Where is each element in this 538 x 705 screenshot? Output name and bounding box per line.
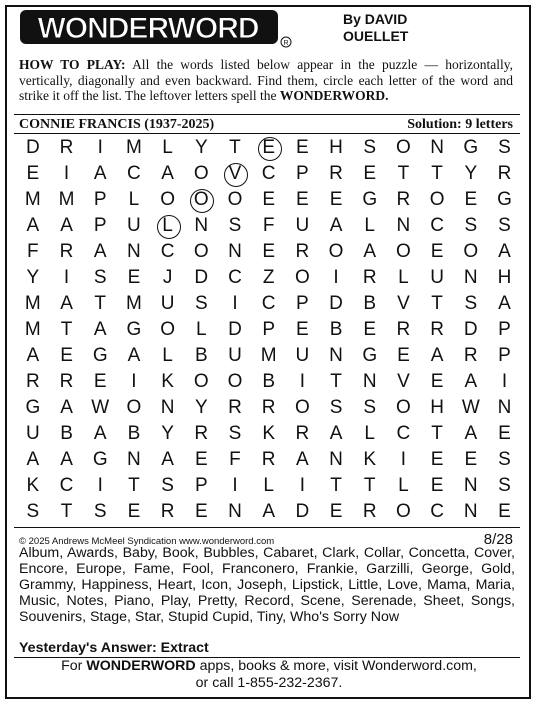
- promo-brand: WONDERWORD: [86, 658, 196, 674]
- grid-letter[interactable]: S: [498, 475, 511, 496]
- grid-letter[interactable]: E: [252, 137, 286, 159]
- grid-letter[interactable]: L: [195, 319, 207, 340]
- grid-letter[interactable]: R: [160, 501, 175, 522]
- grid-letter[interactable]: E: [498, 501, 511, 522]
- grid-letter[interactable]: C: [261, 163, 276, 184]
- grid-letter[interactable]: G: [126, 319, 142, 340]
- grid-letter[interactable]: I: [232, 293, 238, 314]
- how-to-play-body: All the words listed below appear in the puzzle — horizontally, vertically, diagonally and even backward. Find them, circle each letter of the word and strike it off the list. The leftover letters spell the: [19, 57, 513, 103]
- grid-letter[interactable]: L: [398, 475, 409, 496]
- grid-letter[interactable]: I: [299, 371, 305, 392]
- grid-letter[interactable]: Y: [26, 267, 40, 288]
- grid-letter[interactable]: L: [151, 215, 185, 237]
- grid-letter[interactable]: C: [430, 215, 444, 236]
- grid-letter[interactable]: P: [93, 215, 107, 236]
- grid-letter[interactable]: R: [396, 319, 411, 340]
- grid-letter[interactable]: C: [160, 241, 175, 262]
- grid-letter[interactable]: O: [184, 189, 218, 211]
- grid-row: [16, 135, 522, 161]
- grid-letter[interactable]: E: [329, 189, 343, 210]
- grid-letter[interactable]: A: [60, 397, 73, 418]
- grid-letter[interactable]: R: [329, 163, 343, 184]
- yesterdays-answer: Yesterday's Answer: Extract: [19, 640, 209, 656]
- grid-letter[interactable]: I: [501, 371, 508, 392]
- grid-letter[interactable]: E: [262, 241, 275, 262]
- byline: [343, 11, 408, 45]
- grid-letter[interactable]: R: [261, 449, 276, 470]
- grid-letter[interactable]: P: [262, 319, 275, 340]
- grid-letter[interactable]: O: [227, 189, 243, 210]
- grid-letter[interactable]: G: [92, 449, 108, 470]
- solution-length: Solution: 9 letters: [407, 117, 513, 132]
- grid-letter[interactable]: I: [299, 475, 305, 496]
- grid-letter[interactable]: V: [397, 371, 410, 392]
- grid-letter[interactable]: N: [329, 449, 343, 470]
- grid-letter[interactable]: I: [400, 449, 407, 470]
- grid-letter[interactable]: B: [262, 371, 275, 392]
- grid-letter[interactable]: B: [60, 423, 73, 444]
- grid-letter[interactable]: L: [364, 215, 375, 236]
- grid-letter[interactable]: O: [294, 267, 310, 288]
- grid-letter[interactable]: H: [430, 397, 444, 418]
- puzzle-theme: CONNIE FRANCIS (1937-2025): [19, 117, 215, 132]
- promo-phone: or call 1-855-232-2367.: [195, 675, 343, 691]
- word-list: Album, Awards, Baby, Book, Bubbles, Cabaret, Clark, Collar, Concetta, Cover, Encore, Europe, Fame, Fool, Franconero, Frankie, Garzilli, George, Gold, Grammy, Happiness, Heart, Icon, Joseph, Lipstick, Little, Love, Mama, Maria, Music, Notes, Piano, Play, Pretty, Record, Scene, Serenade, Sheet, Songs, Souvenirs, Stage, Star, Stupid Cupid, Tiny, Who's Sorry Now: [19, 545, 515, 625]
- grid-letter[interactable]: A: [464, 371, 478, 392]
- grid-letter[interactable]: A: [26, 345, 40, 366]
- grid-letter[interactable]: N: [127, 241, 141, 262]
- grid-letter[interactable]: H: [329, 137, 343, 158]
- grid-letter[interactable]: A: [498, 293, 511, 314]
- grid-letter[interactable]: R: [194, 423, 209, 444]
- grid-letter[interactable]: P: [296, 293, 309, 314]
- grid-letter[interactable]: N: [160, 397, 175, 418]
- how-to-play: [19, 57, 513, 104]
- grid-letter[interactable]: T: [94, 293, 107, 314]
- grid-letter[interactable]: C: [127, 163, 141, 184]
- grid-letter[interactable]: P: [296, 163, 309, 184]
- grid-letter[interactable]: K: [26, 475, 40, 496]
- grid-letter[interactable]: C: [261, 293, 276, 314]
- grid-letter[interactable]: D: [194, 267, 209, 288]
- grid-letter[interactable]: O: [396, 241, 411, 262]
- grid-letter[interactable]: A: [329, 423, 343, 444]
- grid-letter[interactable]: T: [431, 293, 443, 314]
- grid-letter[interactable]: A: [262, 501, 275, 522]
- grid-letter[interactable]: R: [228, 397, 242, 418]
- grid-letter[interactable]: O: [193, 163, 209, 184]
- grid-row: [16, 369, 522, 395]
- grid-letter[interactable]: R: [59, 241, 74, 262]
- grid-letter[interactable]: T: [363, 475, 376, 496]
- svg-text:R: R: [283, 40, 289, 47]
- grid-letter[interactable]: R: [463, 345, 478, 366]
- grid-letter[interactable]: O: [227, 371, 243, 392]
- grid-letter[interactable]: E: [498, 423, 511, 444]
- grid-letter[interactable]: L: [263, 475, 274, 496]
- grid-letter[interactable]: O: [396, 397, 411, 418]
- divider: [14, 133, 520, 134]
- grid-letter[interactable]: E: [296, 319, 309, 340]
- grid-letter[interactable]: E: [363, 319, 377, 340]
- grid-letter[interactable]: G: [497, 189, 512, 210]
- letter-grid[interactable]: [16, 135, 522, 525]
- grid-letter[interactable]: L: [364, 423, 375, 444]
- grid-letter[interactable]: P: [194, 475, 208, 496]
- grid-letter[interactable]: S: [498, 449, 511, 470]
- grid-letter[interactable]: E: [26, 163, 40, 184]
- grid-letter[interactable]: M: [24, 319, 41, 340]
- grid-letter[interactable]: I: [131, 371, 137, 392]
- grid-letter[interactable]: B: [329, 319, 343, 340]
- grid-letter[interactable]: N: [430, 137, 444, 158]
- grid-letter[interactable]: E: [93, 371, 107, 392]
- grid-letter[interactable]: C: [228, 267, 242, 288]
- grid-letter[interactable]: U: [295, 345, 310, 366]
- grid-letter[interactable]: U: [295, 215, 310, 236]
- grid-letter[interactable]: F: [27, 241, 39, 262]
- grid-letter[interactable]: I: [232, 475, 238, 496]
- grid-letter[interactable]: G: [25, 397, 41, 418]
- grid-letter[interactable]: T: [431, 423, 443, 444]
- grid-letter[interactable]: C: [59, 475, 74, 496]
- grid-letter[interactable]: T: [60, 319, 73, 340]
- grid-letter[interactable]: B: [363, 293, 377, 314]
- grid-letter[interactable]: N: [463, 501, 478, 522]
- grid-letter[interactable]: A: [60, 449, 73, 470]
- grid-letter[interactable]: R: [362, 501, 377, 522]
- grid-letter[interactable]: I: [63, 267, 70, 288]
- grid-letter[interactable]: O: [294, 397, 310, 418]
- grid-letter[interactable]: U: [25, 423, 40, 444]
- grid-letter[interactable]: K: [161, 371, 174, 392]
- grid-letter[interactable]: N: [362, 371, 377, 392]
- grid-letter[interactable]: D: [463, 319, 478, 340]
- grid-letter[interactable]: E: [262, 189, 275, 210]
- grid-letter[interactable]: S: [329, 397, 343, 418]
- grid-row: [16, 499, 522, 525]
- grid-letter[interactable]: U: [430, 267, 444, 288]
- grid-letter[interactable]: S: [194, 293, 208, 314]
- grid-letter[interactable]: I: [97, 475, 103, 496]
- grid-letter[interactable]: R: [261, 397, 276, 418]
- byline-line-1: By DAVID: [343, 11, 408, 27]
- grid-letter[interactable]: S: [228, 215, 242, 236]
- grid-letter[interactable]: M: [260, 345, 277, 366]
- grid-letter[interactable]: M: [125, 137, 142, 158]
- grid-letter[interactable]: A: [127, 345, 141, 366]
- grid-letter[interactable]: R: [295, 241, 310, 262]
- grid-letter[interactable]: N: [463, 475, 478, 496]
- grid-letter[interactable]: B: [194, 345, 208, 366]
- grid-letter[interactable]: G: [463, 137, 479, 158]
- grid-letter[interactable]: N: [463, 267, 478, 288]
- grid-letter[interactable]: M: [24, 293, 41, 314]
- grid-letter[interactable]: E: [127, 267, 141, 288]
- grid-letter[interactable]: I: [63, 163, 70, 184]
- grid-letter[interactable]: E: [397, 345, 410, 366]
- grid-letter[interactable]: O: [429, 189, 445, 210]
- grid-letter[interactable]: L: [398, 267, 409, 288]
- grid-letter[interactable]: R: [497, 163, 512, 184]
- grid-letter[interactable]: O: [328, 241, 344, 262]
- grid-row: [16, 395, 522, 421]
- grid-letter[interactable]: N: [329, 345, 343, 366]
- grid-letter[interactable]: S: [363, 397, 377, 418]
- grid-letter[interactable]: T: [128, 475, 140, 496]
- grid-letter[interactable]: E: [296, 137, 309, 158]
- grid-letter[interactable]: Y: [161, 423, 174, 444]
- grid-letter[interactable]: L: [162, 345, 173, 366]
- grid-letter[interactable]: I: [97, 137, 103, 158]
- grid-letter[interactable]: A: [26, 449, 40, 470]
- grid-letter[interactable]: A: [464, 423, 478, 444]
- grid-row: [16, 421, 522, 447]
- grid-letter[interactable]: M: [125, 293, 142, 314]
- grid-letter[interactable]: E: [430, 475, 444, 496]
- grid-letter[interactable]: D: [25, 137, 40, 158]
- grid-letter[interactable]: S: [464, 215, 478, 236]
- grid-letter[interactable]: S: [464, 293, 478, 314]
- grid-letter[interactable]: R: [295, 423, 310, 444]
- grid-letter[interactable]: R: [430, 319, 444, 340]
- grid-letter[interactable]: O: [126, 397, 142, 418]
- grid-letter[interactable]: E: [430, 449, 444, 470]
- grid-letter[interactable]: S: [93, 267, 107, 288]
- grid-letter[interactable]: D: [228, 319, 242, 340]
- grid-letter[interactable]: E: [194, 501, 208, 522]
- grid-row: [16, 447, 522, 473]
- grid-letter[interactable]: B: [127, 423, 141, 444]
- grid-letter[interactable]: Y: [194, 397, 208, 418]
- grid-letter[interactable]: C: [430, 501, 444, 522]
- copyright: © 2025 Andrews McMeel Syndication www.wonderword.com: [19, 536, 275, 547]
- grid-letter[interactable]: Z: [262, 267, 275, 288]
- grid-letter[interactable]: V: [397, 293, 410, 314]
- grid-letter[interactable]: E: [363, 163, 377, 184]
- grid-row: [16, 187, 522, 213]
- grid-letter[interactable]: T: [330, 475, 342, 496]
- grid-letter[interactable]: R: [25, 371, 40, 392]
- grid-letter[interactable]: A: [26, 215, 40, 236]
- grid-letter[interactable]: G: [362, 345, 378, 366]
- grid-letter[interactable]: D: [329, 293, 343, 314]
- grid-letter[interactable]: S: [228, 423, 242, 444]
- grid-letter[interactable]: A: [161, 163, 174, 184]
- grid-row: [16, 161, 522, 187]
- grid-letter[interactable]: H: [497, 267, 512, 288]
- grid-row: [16, 317, 522, 343]
- grid-letter[interactable]: A: [329, 215, 343, 236]
- grid-letter[interactable]: G: [362, 189, 378, 210]
- grid-letter[interactable]: T: [330, 371, 342, 392]
- grid-letter[interactable]: K: [363, 449, 377, 470]
- grid-letter[interactable]: P: [498, 319, 511, 340]
- grid-row: [16, 291, 522, 317]
- divider: [14, 114, 520, 115]
- grid-letter[interactable]: A: [93, 423, 107, 444]
- grid-letter[interactable]: E: [296, 189, 309, 210]
- grid-letter[interactable]: T: [229, 137, 241, 158]
- promo: For WONDERWORD apps, books & more, visit Wonderword.com, or call 1-855-232-2367.: [14, 658, 524, 692]
- grid-letter[interactable]: U: [160, 293, 175, 314]
- grid-letter[interactable]: E: [60, 345, 73, 366]
- grid-letter[interactable]: A: [93, 163, 107, 184]
- grid-letter[interactable]: S: [498, 137, 511, 158]
- grid-letter[interactable]: F: [229, 449, 241, 470]
- grid-letter[interactable]: S: [26, 501, 40, 522]
- grid-letter[interactable]: N: [497, 397, 512, 418]
- grid-letter[interactable]: E: [194, 449, 208, 470]
- grid-letter[interactable]: M: [58, 189, 75, 210]
- grid-letter[interactable]: U: [127, 215, 141, 236]
- grid-letter[interactable]: C: [396, 423, 411, 444]
- grid-letter[interactable]: E: [464, 449, 478, 470]
- how-to-play-title: HOW TO PLAY:: [19, 57, 126, 72]
- grid-letter[interactable]: E: [464, 189, 478, 210]
- grid-letter[interactable]: R: [396, 189, 411, 210]
- grid-letter[interactable]: S: [161, 475, 174, 496]
- grid-letter[interactable]: A: [430, 345, 444, 366]
- grid-letter[interactable]: T: [60, 501, 73, 522]
- grid-letter[interactable]: P: [93, 189, 107, 210]
- grid-letter[interactable]: N: [127, 449, 141, 470]
- grid-letter[interactable]: M: [24, 189, 41, 210]
- grid-row: [16, 213, 522, 239]
- grid-letter[interactable]: T: [431, 163, 443, 184]
- grid-letter[interactable]: W: [461, 397, 480, 418]
- grid-letter[interactable]: O: [396, 501, 411, 522]
- grid-letter[interactable]: S: [498, 215, 511, 236]
- grid-letter[interactable]: A: [60, 293, 73, 314]
- grid-row: [16, 473, 522, 499]
- how-to-play-keyword: WONDERWORD.: [279, 88, 389, 103]
- grid-letter[interactable]: I: [333, 267, 339, 288]
- puzzle-subhead: [19, 117, 513, 133]
- grid-letter[interactable]: E: [430, 241, 444, 262]
- grid-letter[interactable]: A: [93, 241, 107, 262]
- grid-letter[interactable]: A: [93, 319, 107, 340]
- grid-letter[interactable]: R: [59, 137, 74, 158]
- grid-letter[interactable]: P: [498, 345, 511, 366]
- grid-letter[interactable]: E: [127, 501, 141, 522]
- grid-letter[interactable]: R: [59, 371, 74, 392]
- grid-letter[interactable]: O: [193, 241, 209, 262]
- grid-letter[interactable]: N: [396, 215, 411, 236]
- grid-letter[interactable]: O: [160, 189, 175, 210]
- grid-letter[interactable]: S: [93, 501, 107, 522]
- grid-letter[interactable]: N: [228, 501, 242, 522]
- grid-letter[interactable]: N: [194, 215, 209, 236]
- grid-row: [16, 239, 522, 265]
- grid-letter[interactable]: O: [160, 319, 175, 340]
- grid-letter[interactable]: R: [362, 267, 377, 288]
- grid-letter[interactable]: J: [162, 267, 173, 288]
- grid-letter[interactable]: W: [91, 397, 110, 418]
- grid-letter[interactable]: U: [228, 345, 242, 366]
- byline-line-2: OUELLET: [343, 28, 409, 44]
- grid-letter[interactable]: O: [193, 371, 209, 392]
- grid-letter[interactable]: E: [329, 501, 343, 522]
- grid-letter[interactable]: Y: [194, 137, 208, 158]
- grid-letter[interactable]: T: [397, 163, 410, 184]
- grid-letter[interactable]: V: [218, 163, 252, 185]
- grid-letter[interactable]: O: [463, 241, 479, 262]
- wonderword-logo: [18, 8, 294, 50]
- grid-letter[interactable]: A: [60, 215, 73, 236]
- grid-letter[interactable]: N: [228, 241, 242, 262]
- logo-text: WONDERWORD: [37, 12, 259, 45]
- grid-letter[interactable]: F: [262, 215, 275, 236]
- grid-letter[interactable]: A: [296, 449, 309, 470]
- grid-letter[interactable]: A: [161, 449, 174, 470]
- grid-letter[interactable]: G: [92, 345, 108, 366]
- grid-letter[interactable]: A: [363, 241, 377, 262]
- grid-row: [16, 265, 522, 291]
- grid-letter[interactable]: D: [295, 501, 310, 522]
- grid-letter[interactable]: A: [498, 241, 511, 262]
- puzzle-date: 8/28: [483, 531, 513, 548]
- grid-letter[interactable]: Y: [464, 163, 478, 184]
- grid-letter[interactable]: K: [262, 423, 275, 444]
- grid-letter[interactable]: E: [430, 371, 444, 392]
- grid-letter[interactable]: L: [128, 189, 140, 210]
- grid-letter[interactable]: S: [363, 137, 377, 158]
- grid-row: [16, 343, 522, 369]
- grid-letter[interactable]: O: [396, 137, 411, 158]
- divider: [14, 527, 520, 528]
- grid-letter[interactable]: L: [162, 137, 173, 158]
